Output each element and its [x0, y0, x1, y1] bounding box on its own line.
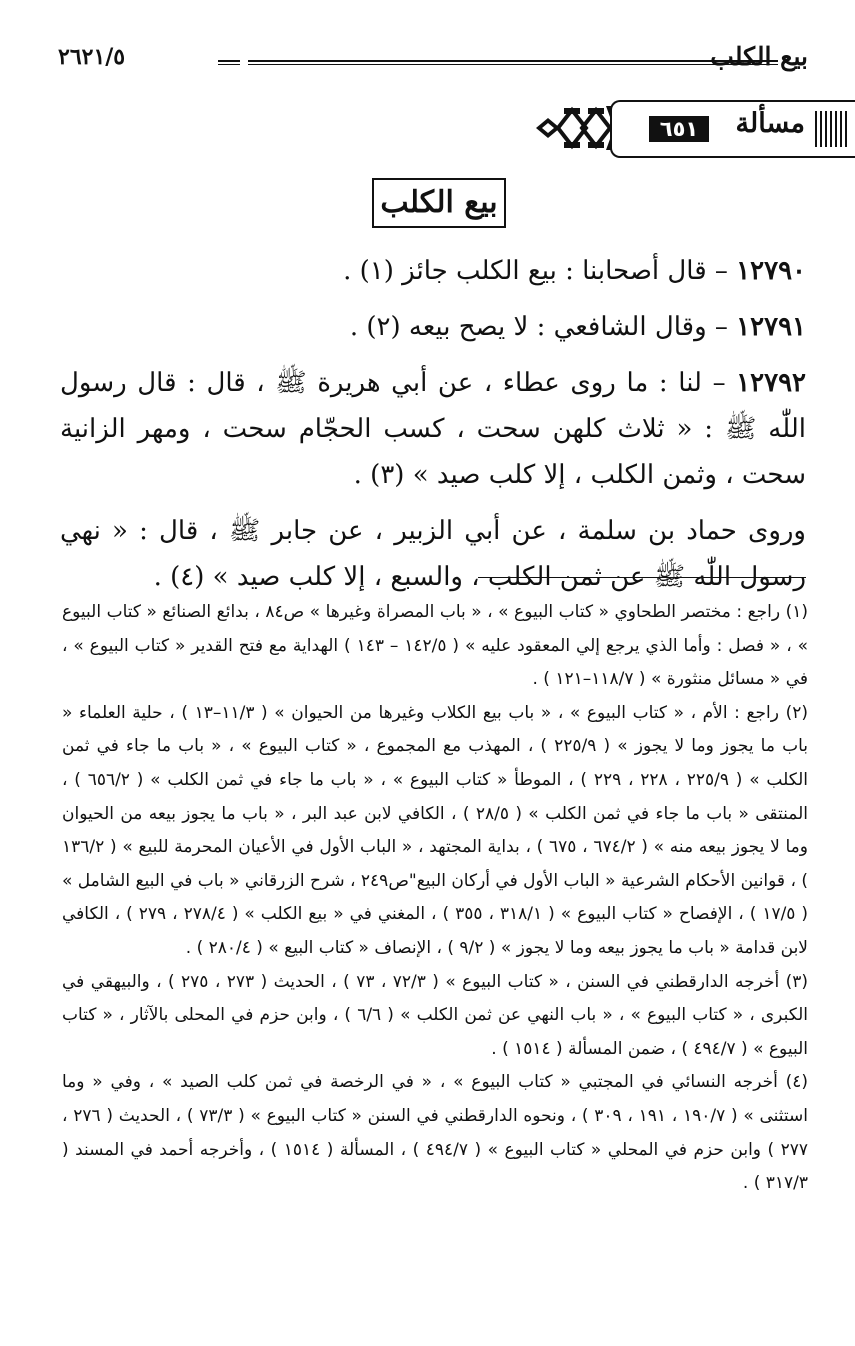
running-title: بيع الكلب	[710, 42, 808, 71]
footnote: (١) راجع : مختصر الطحاوي « كتاب البيوع » ، « باب المصراة وغيرها » ص٨٤ ، بدائع الصنائع « كتاب البيوع » ، « فصل : وأما الذي يرجع إلي المعقود عليه » ( ١٤٢/٥ – ١٤٣ ) الهداية مع فتح القدير « كتاب البيوع » ، في « مسائل منثورة » ( ١١٨/٧–١٢١ ) .	[62, 602, 808, 690]
footnotes	[62, 596, 808, 1201]
paragraph-number: ١٢٧٩٢	[736, 368, 806, 398]
paragraph-text: – وقال الشافعي : لا يصح بيعه (٢) .	[349, 312, 737, 342]
paragraph-text: وروى حماد بن سلمة ، عن أبي الزبير ، عن جابر ﷺ ، قال : « نهي رسول اللّٰه ﷺ عن ثمن الكلب ، والسبع ، إلا كلب صيد » (٤) .	[60, 516, 806, 592]
masala-label: مسألة	[735, 108, 805, 139]
paragraph-text: – لنا : ما روى عطاء ، عن أبي هريرة ﷺ ، قال : قال رسول اللّٰه ﷺ : « ثلاث كلهن سحت ، كسب الحجّام سحت ، ومهر الزانية سحت ، وثمن الكلب ، إلا كلب صيد » (٣) .	[60, 368, 806, 490]
paragraph	[60, 360, 806, 498]
footnote: (٢) راجع : الأم ، « كتاب البيوع » ، « باب بيع الكلاب وغيرها من الحيوان » ( ١١/٣–١٣ ) ، حلية العلماء « باب ما يجوز وما لا يجوز » ( ٢٢٥/٩ ) ، المهذب مع المجموع ، « كتاب البيوع » ، « باب ما جاء في ثمن الكلب » ( ٢٢٥/٩ ، ٢٢٨ ، ٢٢٩ ) ، الموطأ « كتاب البيوع » ، « باب ما جاء في ثمن الكلب » ( ٦٥٦/٢ ) ، المنتقى « باب ما جاء في ثمن الكلب » ( ٢٨/٥ ) ، الكافي لابن عبد البر ، « باب ما يجوز بيعه من الحيوان وما لا يجوز بيعه منه » ( ٦٧٤/٢ ، ٦٧٥ ) ، بداية المجتهد ، « الباب الأول في الأعيان المحرمة للبيع » ( ١٣٦/٢ ) ، قوانين الأحكام الشرعية « الباب الأول في أركان البيع"ص٢٤٩ ، شرح الزرقاني « باب في البيع الشامل » ( ١٧/٥ ) ، الإفصاح « كتاب البيوع » ( ٣١٨/١ ، ٣٥٥ ) ، المغني في « بيع الكلب » ( ٢٧٨/٤ ، ٢٧٩ ) ، الكافي لابن قدامة « باب ما يجوز بيعه وما لا يجوز » ( ٩/٢ ) ، الإنصاف « كتاب البيع » ( ٢٨٠/٤ ) .	[62, 702, 809, 958]
paragraph-number: ١٢٧٩١	[736, 312, 806, 342]
page-reference: ٢٦٢١/٥	[58, 44, 126, 70]
masala-banner	[532, 100, 855, 156]
footnote-separator	[478, 577, 806, 578]
paragraph	[60, 508, 806, 600]
header-rule-short	[218, 60, 240, 65]
header-rule	[248, 60, 778, 65]
banner-bars	[815, 111, 849, 147]
footnote: (٣) أخرجه الدارقطني في السنن ، « كتاب البيوع » ( ٧٢/٣ ، ٧٣ ) ، الحديث ( ٢٧٣ ، ٢٧٥ ) ، والبيهقي في الكبرى ، « كتاب البيوع » ، « باب النهي عن ثمن الكلب » ( ٦/٦ ) ، وابن حزم في المحلى بالآثار ، « كتاب البيوع » ( ٤٩٤/٧ ) ، ضمن المسألة ( ١٥١٤ ) .	[62, 971, 809, 1059]
paragraph-number: ١٢٧٩٠	[736, 256, 806, 286]
banner-frame	[610, 100, 855, 158]
masala-number: ٦٥١	[649, 116, 709, 142]
footnote: (٤) أخرجه النسائي في المجتبي « كتاب البيوع » ، « في الرخصة في ثمن كلب الصيد » ، وفي « وما استثنى » ( ١٩٠/٧ ، ١٩١ ، ٣٠٩ ) ، ونحوه الدارقطني في السنن « كتاب البيوع » ( ٧٣/٣ ) ، الحديث ( ٢٧٦ ، ٢٧٧ ) وابن حزم في المحلي « كتاب البيوع » ( ٤٩٤/٧ ) ، المسألة ( ١٥١٤ ) ، وأخرجه أحمد في المسند ( ٣١٧/٣ ) .	[62, 1072, 809, 1194]
chapter-title: بيع الكلب	[372, 178, 506, 228]
running-header	[58, 40, 808, 80]
paragraph-text: – قال أصحابنا : بيع الكلب جائز (١) .	[343, 256, 737, 286]
paragraph	[60, 248, 806, 294]
main-text	[60, 248, 806, 610]
paragraph	[60, 304, 806, 350]
